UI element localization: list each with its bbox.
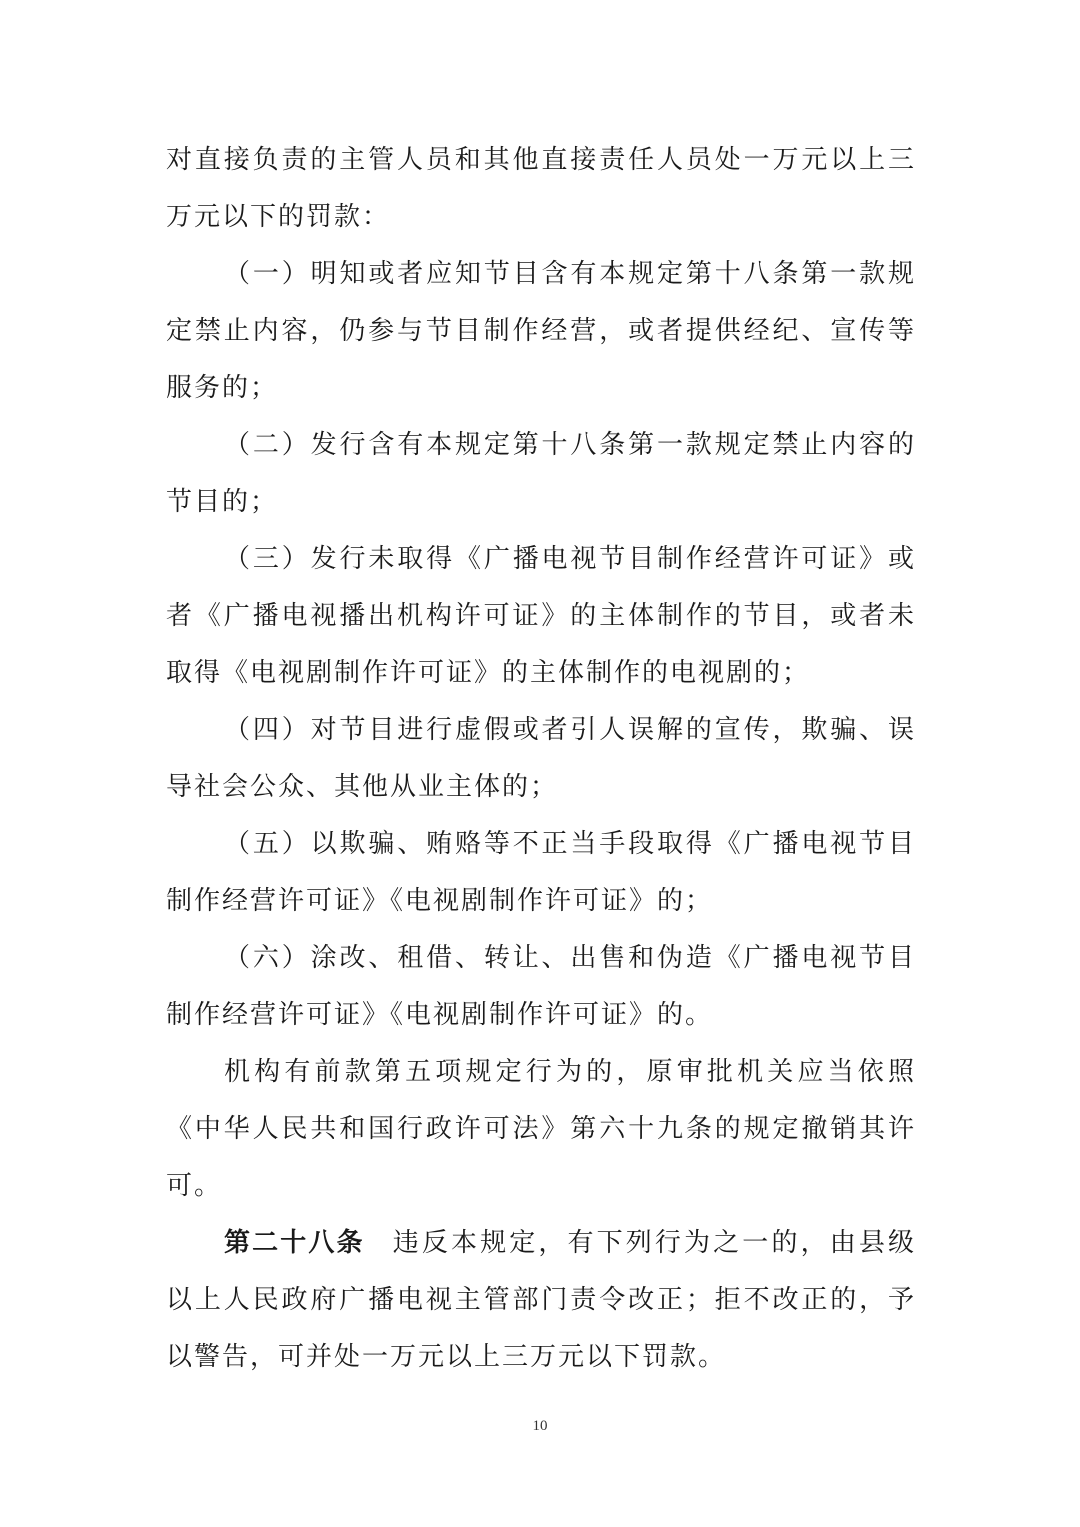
paragraph-item-6: （六）涂改、租借、转让、出售和伪造《广播电视节目制作经营许可证》《电视剧制作许可证》的。 — [166, 943, 916, 1030]
paragraph-item-5: （五）以欺骗、贿赂等不正当手段取得《广播电视节目制作经营许可证》《电视剧制作许可证》的； — [166, 829, 916, 916]
paragraph-item-2: （二）发行含有本规定第十八条第一款规定禁止内容的节目的； — [166, 430, 916, 517]
paragraph-revocation: 机构有前款第五项规定行为的，原审批机关应当依照《中华人民共和国行政许可法》第六十九条的规定撤销其许可。 — [166, 1057, 916, 1201]
article-text: 违反本规定，有下列行为之一的，由县级以上人民政府广播电视主管部门责令改正；拒不改正的，予以警告，可并处一万元以上三万元以下罚款。 — [166, 1228, 916, 1372]
document-body — [166, 132, 916, 1386]
paragraph-item-3: （三）发行未取得《广播电视节目制作经营许可证》或者《广播电视播出机构许可证》的主体制作的节目，或者未取得《电视剧制作许可证》的主体制作的电视剧的； — [166, 544, 916, 688]
article-heading: 第二十八条 — [224, 1228, 365, 1258]
page-number: 10 — [532, 1418, 548, 1434]
paragraph-item-1: （一）明知或者应知节目含有本规定第十八条第一款规定禁止内容，仍参与节目制作经营，或者提供经纪、宣传等服务的； — [166, 259, 916, 403]
article-28 — [166, 1215, 916, 1386]
paragraph-intro: 对直接负责的主管人员和其他直接责任人员处一万元以上三万元以下的罚款： — [166, 145, 916, 232]
paragraph-item-4: （四）对节目进行虚假或者引人误解的宣传，欺骗、误导社会公众、其他从业主体的； — [166, 715, 916, 802]
